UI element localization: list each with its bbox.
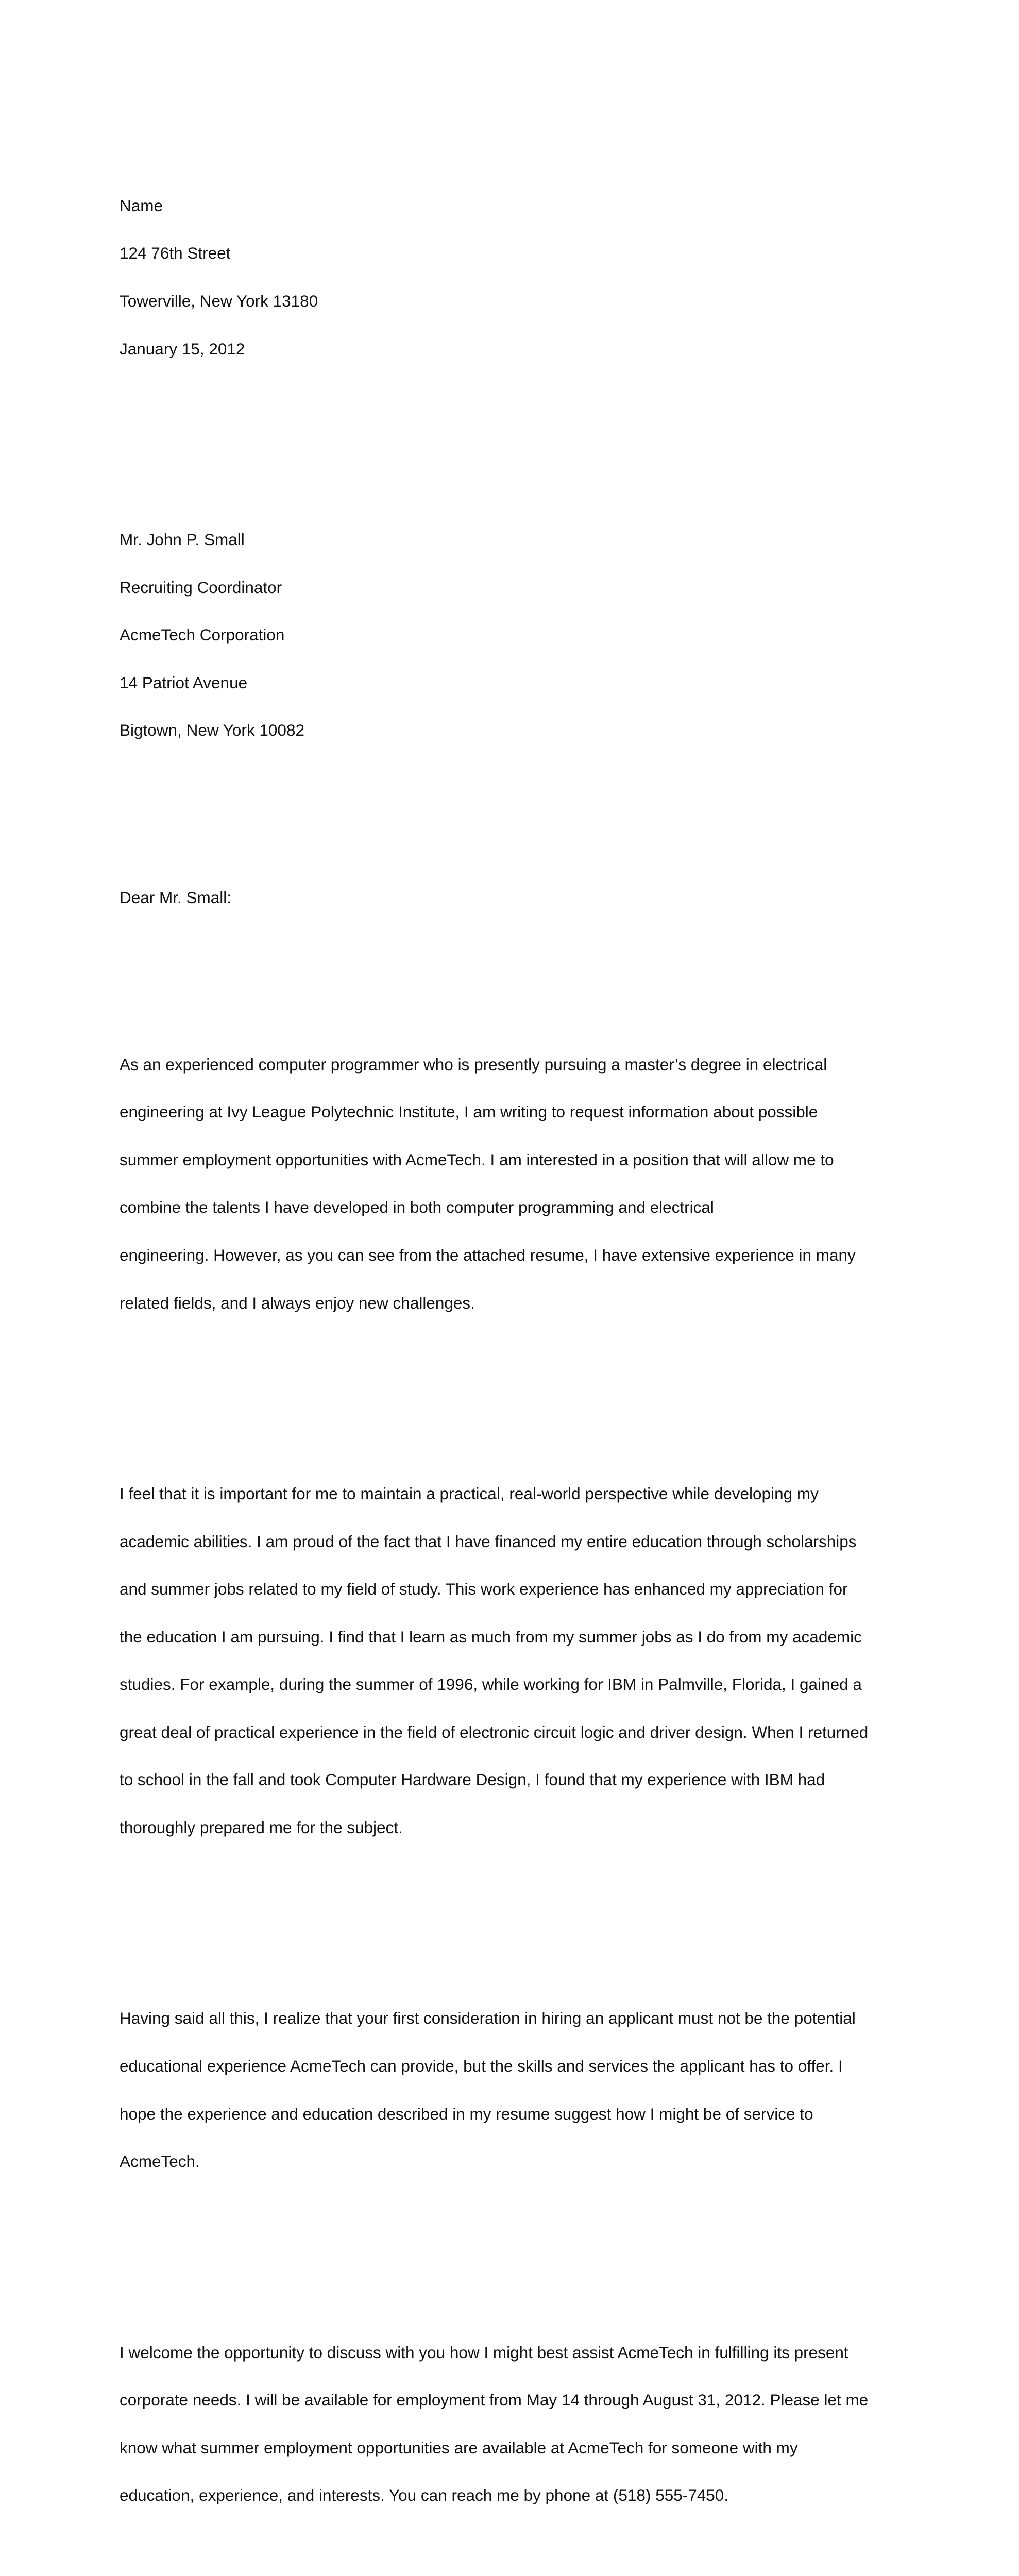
recipient-street: 14 Patriot Avenue xyxy=(120,673,248,692)
spacer xyxy=(120,814,908,838)
sender-city-line: Towerville, New York 13180 xyxy=(120,292,318,311)
spacer xyxy=(120,957,908,980)
spacer xyxy=(120,1911,908,1935)
recipient-address xyxy=(120,504,908,766)
paragraph-line: AcmeTech. xyxy=(120,2152,200,2171)
paragraph-line: related fields, and I always enjoy new challenges. xyxy=(120,1293,475,1312)
body-paragraph-4 xyxy=(120,2316,908,2531)
paragraph-line: know what summer employment opportunities are available at AcmeTech for someone with my xyxy=(120,2438,798,2457)
body-paragraph-1 xyxy=(120,1028,908,1338)
paragraph-line: education, experience, and interests. You can reach me by phone at (518) 555-7450. xyxy=(120,2486,729,2505)
sender-name: Name xyxy=(120,196,163,215)
recipient-city-line: Bigtown, New York 10082 xyxy=(120,721,304,740)
paragraph-line: engineering. However, as you can see from the attached resume, I have extensive experience in many xyxy=(120,1245,856,1264)
sender-street: 124 76th Street xyxy=(120,244,231,263)
paragraph-line: engineering at Ivy League Polytechnic Institute, I am writing to request information about possible xyxy=(120,1103,818,1122)
body-paragraph-3 xyxy=(120,1982,908,2197)
body-paragraph-2 xyxy=(120,1458,908,1863)
spacer xyxy=(120,1386,908,1410)
paragraph-line: great deal of practical experience in the field of electronic circuit logic and driver design. When I returned xyxy=(120,1722,869,1741)
letter-date: January 15, 2012 xyxy=(120,339,245,358)
paragraph-line: hope the experience and education described in my resume suggest how I might be of service to xyxy=(120,2104,813,2123)
paragraph-line: As an experienced computer programmer who is presently pursuing a master’s degree in electrical xyxy=(120,1055,827,1074)
paragraph-line: the education I am pursuing. I find that I learn as much from my summer jobs as I do from my academic xyxy=(120,1627,862,1646)
recipient-title: Recruiting Coordinator xyxy=(120,578,282,597)
paragraph-line: Having said all this, I realize that your first consideration in hiring an applicant must not be the potential xyxy=(120,2009,856,2028)
spacer xyxy=(120,2245,908,2268)
paragraph-line: I feel that it is important for me to maintain a practical, real-world perspective while developing my xyxy=(120,1484,819,1503)
recipient-name: Mr. John P. Small xyxy=(120,530,245,549)
paragraph-line: studies. For example, during the summer of 1996, while working for IBM in Palmville, Florida, I gained a xyxy=(120,1675,862,1694)
sender-address xyxy=(120,170,908,385)
paragraph-line: academic abilities. I am proud of the fact that I have financed my entire education through scholarships xyxy=(120,1532,857,1551)
spacer xyxy=(120,432,908,456)
paragraph-line: and summer jobs related to my field of study. This work experience has enhanced my appreciation for xyxy=(120,1580,848,1599)
paragraph-line: thoroughly prepared me for the subject. xyxy=(120,1818,403,1837)
paragraph-line: summer employment opportunities with AcmeTech. I am interested in a position that will allow me to xyxy=(120,1150,834,1169)
paragraph-line: to school in the fall and took Computer Hardware Design, I found that my experience with IBM had xyxy=(120,1770,825,1789)
paragraph-line: I welcome the opportunity to discuss with you how I might best assist AcmeTech in fulfilling its present xyxy=(120,2343,848,2362)
paragraph-line: corporate needs. I will be available for employment from May 14 through August 31, 2012. Please let me xyxy=(120,2391,869,2410)
paragraph-line: educational experience AcmeTech can provide, but the skills and services the applicant has to offer. I xyxy=(120,2057,843,2076)
cover-letter xyxy=(120,122,908,2576)
paragraph-line: combine the talents I have developed in both computer programming and electrical xyxy=(120,1198,714,1217)
recipient-company: AcmeTech Corporation xyxy=(120,625,285,645)
salutation: Dear Mr. Small: xyxy=(120,888,232,907)
